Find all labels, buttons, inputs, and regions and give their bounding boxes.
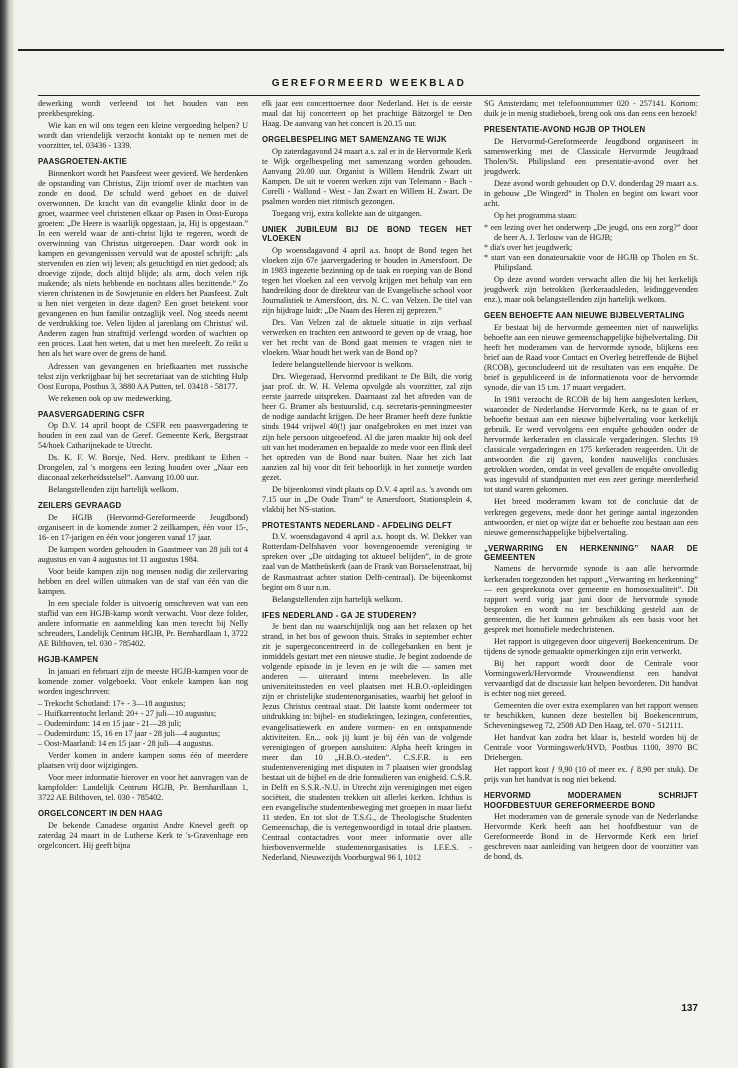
paragraph: De bekende Canadese organist Andre Knevel geeft op zaterdag 24 maart in de Lutherse Kerk te 's-Gravenhage een orgelconcert. Hij geeft bijna: [38, 820, 248, 850]
paragraph: Op zaterdagavond 24 maart a.s. zal er in de Hervormde Kerk te Wijk orgelbespeling met samenzang worden gehouden. Aanvang 20.00 uur. Organist is Willem Hendrik Zwart uit Kampen. De uit te voeren werken zijn van Telemann - Bach - Corelli - Wallond - West - Jan Zwart en Willem H. Zwart. De psalmen worden niet ritmisch gezongen.: [262, 146, 472, 206]
paragraph: Binnenkort wordt het Paasfeest weer gevierd. We herdenken de opstanding van Christus, Zijn triomf over de machten van zonde en dood. De schuld werd geboet en de duivel overwonnen. De kracht van dit evangelie klinkt door in de groet, waarmee veel christenen elkaar op Pasen in Oost-Europa groeten: „De Heere is waarlijk opgestaan, ja, Hij is opgestaan.” In een wereld waar de anti-christ lijkt te regeren, wordt de overwinning van Christus uitgeroepen. Daar wordt ook in kampen en gevangenissen vervuld wat de apostel schrijft: „als stervenden en zien wij leven; als getuchtigd en niet gedood; als droevige zijnde, doch altijd blijde; als arm, doch velen rijk makende; als niets hebbende en nochtans alles bezittende.” Zo vieren christenen in de Sowjetunie en elders het Paasfeest. Zult u hen niet vergeten in deze dagen? Een groet betekent voor gevangenen en hun familie ontzaglijk veel. Nog steeds neemt de verdrukking toe. Velen lijden al jarenlang om Christus' wil. Anderen zagen hun strafttijd verlengd worden of wachten op een proces. Laat hen weten, dat u met hen meeleeft. Zo reikt u hen als het ware over de grens de hand.: [38, 168, 248, 359]
list-item: * start van een donateursaktie voor de HGJB op Tholen en St. Philipsland.: [484, 253, 698, 273]
article-heading: HGJB-KAMPEN: [38, 655, 99, 665]
paragraph: Op D.V. 14 april hoopt de CSFR een paasvergadering te houden in een zaal van de Geref. Gemeente Kerk, Bergstraat 54/hoek Catharijnekade te Utrecht.: [38, 421, 248, 451]
page-header-title: GEREFORMEERD WEEKBLAD: [271, 78, 467, 89]
camp-list: [38, 699, 248, 749]
article-heading: PRESENTATIE-AVOND HGJB OP THOLEN: [484, 125, 646, 135]
paragraph: Ds. K. F. W. Borsje, Ned. Herv. predikant te Ethen - Drongelen, zal 's morgens een lezing houden over „Naar een diaconaal zekerheidsstelsel”. Aanvang 10.00 uur.: [38, 453, 248, 483]
list-item: – Trekocht Schotland: 17+ - 3—18 augustus;: [38, 699, 186, 709]
column-3: [484, 99, 698, 864]
paragraph: Voor meer informatie hierover en voor het aanvragen van de kampfolder: Landelijk Centrum HGJB, Pr. Bernhardlaan 1, 3722 AE Bilthoven, tel. 030 - 785402.: [38, 773, 248, 803]
article-heading: PROTESTANTS NEDERLAND - AFDELING DELFT: [262, 520, 452, 530]
paragraph: Er bestaat bij de hervormde gemeenten niet of nauwelijks behoefte aan een nieuwe gemeenschappelijke bijbelvertaling. Dit heeft het moderamen van de hervormde synode, blijkens een brief aan de Raad voor Contact en Overleg betreffende de Bijbel (RCOB), geconcludeerd uit de resultaten van een enquête. De brief is gepubliceerd in de informatienota voor de hervormde synode, die van 15 t.m. 17 maart vergadert.: [484, 322, 698, 392]
page-binding-edge: [0, 0, 14, 1068]
paragraph: Bij het rapport wordt door de Centrale voor Vormingswerk/Hervormde Vrouwendienst een handvat vervaardigd dat de discussie kan helpen bevorderen. Dit handvat is echter nog niet gereed.: [484, 658, 698, 699]
paragraph: Belangstellenden zijn hartelijk welkom.: [48, 485, 179, 495]
list-item: – Huifkarrentocht Ierland: 20+ - 27 juli—10 augustus;: [38, 709, 217, 719]
article-heading: ZEILERS GEVRAAGD: [38, 501, 122, 511]
paragraph: Wie kan en wil ons tegen een kleine vergoeding helpen? U wordt dan vriendelijk verzocht kontakt op te nemen met de voorzitter, tel. 03436 - 1339.: [38, 121, 248, 151]
program-list: [484, 223, 698, 273]
paragraph: Drs. Wiegeraad, Hervormd predikant te De Bilt, die vorig jaar prof. dr. W. H. Velema opvolgde als voorzitter, zal zijn eerste jaarrede uitspreken. Daarnaast zal het aftreden van de heer G. Bramer als bestuurslid, c.q. secretaris-penningmeester de nodige aandacht krijgen. De heer Bramer heeft deze funktie sinds 1944 vrijwel 40(!) jaar onafgebroken en met inzet van zijn hele persoon uitgeoefend. Al die jaren maakte hij ook deel uit van het moderamen en bepaalde zo mede voor een flink deel het optreden van de Bond naar buiten. Naar het zich laat aanzien zal hij voor dit feit behoorlijk in het zonnetje worden gezet.: [262, 372, 472, 482]
list-item: – Oudemirdum: 14 en 15 jaar - 21—28 juli;: [38, 719, 182, 729]
list-item: * een lezing over het onderwerp „De jeugd, ons een zorg?” door de heer A. J. Terlouw van de HGJB;: [484, 222, 698, 242]
paragraph: Het rapport kost ƒ 9,90 (10 of meer ex. ƒ 8,90 per stuk). De prijs van het handvat is nog niet bekend.: [484, 765, 698, 785]
article-heading: PAASGROETEN-AKTIE: [38, 157, 128, 167]
paragraph: Je bent dan nu waarschijnlijk nog aan het relaxen op het strand, in het bos of gewoon thuis. Straks in september echter zit je supergeconcentreerd in de collegebanken en bent je inmiddels gestart met een nieuwe studie. Je begint zodoende de volgende episode in je leven en je wilt die — samen met anderen — uiteraard intens meebeleven. In alle universiteitssteden en veel plaatsen met H.B.O.-opleidingen zijn er christelijke studentenorganisaties, waarbij het geloof in Jezus Christus centraal staat. Dit laatste komt ondermeer tot uitdrukking in: bijbel- en studiekringen, lezingen, conferenties, evangelisatiewerk en andere vormen- en en ontspannende aktiviteiten. En... ook jij kunt je bij één van de volgende verenigingen of groepen aansluiten: Alpha heeft kringen in meer dan 10 „H.B.O.-steden”. C.S.F.R. is een studentenvereniging met disputen in 7 plaatsen wier grondslag bestaat uit de bijbel en de drie formulieren van enigheid. C.S.R. in Delft en S.S.R.-N.U. in Utrecht zijn verenigingen met eigen sociëteit, die studenten trekken uit allerlei kerken. Ichthus is een evangelische studentenbeweging met groepen in maar liefst 11 steden. En tot slot de T.S.G., de Theologische Studenten Gemeenschap, die is vertegenwoordigd in totaal drie plaatsen. Centraal contactadres voor meer informatie over alle hierbovenvermelde studentenorganisaties is I.F.E.S. - Nederland, Nieuwezijds Voorburgwal 96 I, 1012: [262, 622, 472, 863]
paragraph: De HGJB (Hervormd-Gereformeerde Jeugdbond) organiseert in de komende zomer 2 zeilkampen, één voor 15-, 16- en 17-jarigen en één voor jongeren vanaf 17 jaar.: [38, 512, 248, 542]
page-number: 137: [681, 1003, 698, 1014]
paragraph: Het breed moderamen kwam tot de conclusie dat de verkregen gegevens, mede door het geringe aantal ingezonden antwoorden, er niet op wijze dat er behoefte zou bestaan aan een nieuwe gemeenschappelijke bijbelvertaling.: [484, 497, 698, 537]
article-heading: PAASVERGADERING CSFR: [38, 409, 145, 419]
paragraph: Iedere belangstellende hiervoor is welkom.: [272, 360, 414, 370]
paragraph: De bijeenkomst vindt plaats op D.V. 4 april a.s. 's avonds om 7.15 uur in „De Oude Tram” te Amersfoort, Stationsplein 4, vlakbij het NS-station.: [262, 484, 472, 514]
paragraph: Belangstellenden zijn hartelijk welkom.: [272, 594, 403, 604]
paragraph: Het rapport is uitgegeven door uitgeverij Boekencentrum. De tijdens de synode gemaakte opmerkingen zijn erin verwerkt.: [484, 636, 698, 656]
paragraph: Gemeenten die over extra exemplaren van het rapport wensen te beschikken, kunnen deze bestellen bij Boekencentrum, Scheveningseweg 72, 2508 AD Den Haag, tel. 070 - 512111.: [484, 701, 698, 731]
list-item: – Oudemirdum: 15, 16 en 17 jaar - 28 juli—4 augustus;: [38, 729, 221, 739]
paragraph: Adressen van gevangenen en briefkaarten met russische tekst zijn verkrijgbaar bij het secretariaat van de stichting Hulp Oost Europa, Postbus 3, 3880 AA Putten, tel. 03418 - 58177.: [38, 361, 248, 391]
paragraph: We rekenen ook op uw medewerking.: [48, 393, 172, 403]
column-1: [38, 99, 248, 853]
paragraph: Op deze avond worden verwacht allen die bij het kerkelijk jeugdwerk zijn betrokken (kerkeraadsleden, leidinggevenden enz.), maar ook belangstellenden zijn hartelijk welkom.: [484, 275, 698, 305]
article-heading: „VERWARRING EN HERKENNING” NAAR DE GEMEENTEN: [484, 543, 698, 563]
article-heading: IFES NEDERLAND - GA JE STUDEREN?: [262, 610, 417, 620]
top-edge-rule: [18, 49, 724, 51]
column-2: [262, 99, 472, 865]
article-heading: HERVORMD MODERAMEN SCHRIJFT HOOFDBESTUUR GEREFORMEERDE BOND: [484, 791, 698, 810]
paragraph: In een speciale folder is uitvoerig omschreven wat van een staflid van een HGJB-kamp wordt verwacht. Voor deze folder, andere informatie en aanmelding kan men terecht bij Nelly schreuders, Landelijk Centrum HGJB, Pr. Bernhardlaan 1, 3722 AE Bilthoven, tel. 030 - 785402.: [38, 599, 248, 649]
paragraph: SG Amsterdam; met telefoonnummer 020 - 257141. Kortom: duik je in menig studieboek, breng ook ons dan eens een bezoek!: [484, 99, 698, 119]
article-heading: UNIEK JUBILEUM BIJ DE BOND TEGEN HET VLOEKEN: [262, 224, 472, 244]
paragraph: De Hervormd-Gereformeerde Jeugdbond organiseert in samenwerking met de Classicale Hervormde Jeugdraad Tholen/St. Philipsland een presentatie-avond over het jeugdwerk.: [484, 136, 698, 176]
list-item: – Oost-Maarland: 14 en 15 jaar - 28 juli—4 augustus.: [38, 739, 214, 749]
paragraph: De kampen worden gehouden in Gaastmeer van 28 juli tot 4 augustus en van 4 augustus tot 11 augustus 1984.: [38, 545, 248, 565]
header-rule: [38, 95, 700, 96]
paragraph: D.V. woensdagavond 4 april a.s. hoopt ds. W. Dekker van Rotterdam-Delfshaven voor bovengenoemde vereniging te spreken over „De uitdaging tot aktueel belijden”, in de grote zaal van de Mattheüskerk (aan de Frank van Borsselenstraat, bij de Rasmastraat achter station Delft-centraal). De bijeenkomst begint om 8 uur n.m.: [262, 532, 472, 592]
paragraph: Drs. Van Velzen zal de aktuele situatie in zijn verhaal verwerken en trachten een antwoord te geven op de vraag, hoe ver het recht van de Bond gaat mensen te vragen niet te vloeken. Waar houdt het werk van de Bond op?: [262, 318, 472, 358]
paragraph: Verder komen in andere kampen soms één of meerdere plaatsen vrij door wijzigingen.: [38, 751, 248, 771]
article-heading: ORGELCONCERT IN DEN HAAG: [38, 809, 163, 819]
article-heading: GEEN BEHOEFTE AAN NIEUWE BIJBELVERTALING: [484, 311, 685, 321]
paragraph: Toegang vrij, extra kollekte aan de uitgangen.: [272, 208, 422, 218]
paragraph: Het moderamen van de generale synode van de Nederlandse Hervormde Kerk heeft aan het hoofdbestuur van de Gereformeerde Bond in de Hervormde Kerk een brief geschreven naar aanleiding van hetgeen door de voorzitter van de bond, ds.: [484, 812, 698, 862]
paragraph: Namens de hervormde synode is aan alle hervormde kerkeraden toegezonden het rapport „Verwarring en herkenning” — een gespreksnota over gemeente en homosexualiteit”. Dit rapport werd vorig jaar juni door de hervormde synode besproken en wordt nu ter beschikking gesteld aan de gemeenten, die het kunnen gebruiken als een basis voor het gesprek met homofiele medechristenen.: [484, 564, 698, 634]
paragraph: Het handvat kan zodra het klaar is, besteld worden bij de Centrale voor Vormingswerk/HVD, Postbus 1100, 3970 BC Driebergen.: [484, 733, 698, 763]
paragraph: In 1981 verzocht de RCOB de bij hem aangesloten kerken, waaronder de Nederlandse Hervormde Kerk, na te gaan of er behoefte bestaat aan een nieuwe bijbelvertaling voor kerkelijk gebruik. Er werd vervolgens een enquête gehouden onder de hervormde kerkeraden en classicale vergaderingen. Slechts 19 classicale vergaderingen en 175 kerkeraden reageerden. Uit de antwoorden die zij gaven, konden nauwelijks conclusies getrokken worden, omdat in veel gevallen de enquête onvolledig was ingevuld of standpunten met een zeer geringe meerderheid tot stand waren gekomen.: [484, 394, 698, 495]
paragraph: Deze avond wordt gehouden op D.V. donderdag 29 maart a.s. in gebouw „De Wingerd” in Tholen en begint om kwart voor acht.: [484, 178, 698, 208]
paragraph: Op het programma staan:: [494, 210, 577, 220]
paragraph: elk jaar een concerttoernee door Nederland. Het is de eerste maal dat hij concerteert op het prachtige Bätzorgel te Den Haag. De aanvang van het concert is 20.15 uur.: [262, 99, 472, 129]
paragraph: Voor beide kampen zijn nog mensen nodig die zeilervaring hebben en deel willen uitmaken van de staf van één van die kampen.: [38, 567, 248, 597]
article-heading: ORGELBESPELING MET SAMENZANG TE WIJK: [262, 135, 447, 145]
paragraph: In januari en februari zijn de meeste HGJB-kampen voor de komende zomer volgeboekt. Voor enkele kampen kan nog worden ingeschreven:: [38, 666, 248, 696]
paragraph: dewerking wordt verleend tot het houden van een preekbespreking.: [38, 99, 248, 119]
list-item: * dia's over het jeugdwerk;: [484, 242, 573, 252]
paragraph: Op woensdagavond 4 april a.s. hoopt de Bond tegen het vloeken zijn 67e jaarvergadering te houden in Amersfoort. De in 1983 ingezette bezinning op de taak en roeping van de Bond tegen het vloeken zal een vervolg krijgen met behulp van een handreiking door de direkteur van de Evangelische school voor Journalistiek te Amersfoort, drs. N. C. van Velzen. De titel van zijn bijdrage luidt: „De Naam des Heren zij geprezen.”: [262, 245, 472, 315]
